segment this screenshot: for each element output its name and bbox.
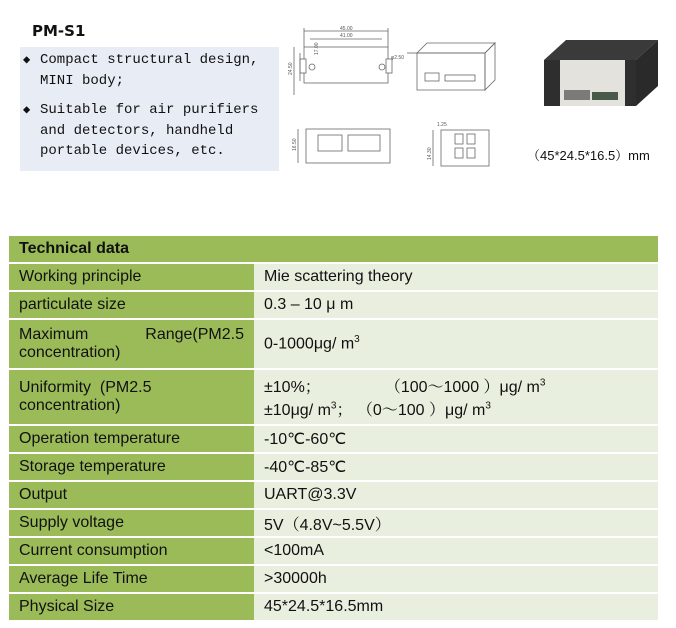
row-key: Storage temperature <box>9 454 254 480</box>
feature-line: portable devices, etc. <box>40 143 225 159</box>
row-key: Average Life Time <box>9 566 254 592</box>
feature-line: MINI body; <box>40 72 125 89</box>
row-key-part: concentration) <box>19 397 121 414</box>
dimension-label: 41.00 <box>340 33 353 39</box>
table-row <box>9 370 658 424</box>
diamond-bullet-icon: ◆ <box>23 103 31 117</box>
row-key-part: Maximum <box>19 326 89 343</box>
feature-line: Compact structural design, <box>40 52 259 68</box>
sensor-photo <box>530 30 665 120</box>
table-header-value <box>254 236 658 262</box>
superscript: 3 <box>485 400 491 412</box>
table-row <box>9 292 658 318</box>
row-value: UART@3.3V <box>254 482 658 508</box>
row-value <box>254 370 658 424</box>
row-value-text: （100～1000 ）μg/ m <box>384 379 540 396</box>
size-note: （45*24.5*16.5）mm <box>527 148 650 163</box>
row-key: Supply voltage <box>9 510 254 536</box>
row-value: 45*24.5*16.5mm <box>254 594 658 620</box>
row-value: 0.3 – 10 μ m <box>254 292 658 318</box>
row-key <box>9 370 254 424</box>
row-key-part: Uniformity <box>19 379 92 396</box>
dimension-label: φ2.50 <box>391 55 404 61</box>
row-value: Mie scattering theory <box>254 264 658 290</box>
row-value: -10℃-60℃ <box>254 426 658 452</box>
superscript: 3 <box>354 334 360 346</box>
dimension-label: 14.30 <box>427 147 433 160</box>
feature-line: Suitable for air purifiers <box>40 102 259 118</box>
row-key: Operation temperature <box>9 426 254 452</box>
row-value <box>254 320 658 368</box>
table-header-key: Technical data <box>9 236 254 262</box>
dimension-label: 16.50 <box>292 138 298 151</box>
dimension-label: 45.00 <box>340 26 353 32</box>
row-value-text: 0-1000μg/ m <box>264 335 355 353</box>
row-value-text: ±10μg/ m <box>264 402 331 419</box>
table-row <box>9 320 658 368</box>
row-value: >30000h <box>254 566 658 592</box>
diamond-bullet-icon: ◆ <box>23 53 31 67</box>
table-row <box>9 454 658 480</box>
superscript: 3 <box>330 400 337 412</box>
feature-box <box>20 47 279 171</box>
side-view-drawing <box>292 125 397 170</box>
end-view-drawing <box>425 120 500 175</box>
table-header-row <box>9 236 658 262</box>
row-value: 5V（4.8V~5.5V） <box>254 510 658 536</box>
feature-line: and detectors, handheld <box>40 122 234 139</box>
table-row <box>9 482 658 508</box>
row-key: Current consumption <box>9 538 254 564</box>
row-key: Physical Size <box>9 594 254 620</box>
dimension-label: 24.50 <box>288 62 294 75</box>
technical-data-table <box>9 234 658 622</box>
row-key <box>9 320 254 368</box>
row-key-part: (PM2.5 <box>99 379 152 396</box>
isometric-drawing <box>391 35 505 105</box>
row-key-part: concentration) <box>19 344 121 361</box>
row-value-text: ±10%； <box>264 379 321 396</box>
row-key: Working principle <box>9 264 254 290</box>
table-row <box>9 264 658 290</box>
table-row <box>9 566 658 592</box>
top-view-drawing <box>290 25 400 105</box>
table-row <box>9 594 658 620</box>
dimension-label: 1.25 <box>437 122 447 128</box>
row-key: Output <box>9 482 254 508</box>
table-row <box>9 538 658 564</box>
superscript: 3 <box>539 377 546 389</box>
row-key-part: Range(PM2.5 <box>145 326 244 343</box>
product-title: PM-S1 <box>32 22 86 40</box>
table-row <box>9 426 658 452</box>
row-value-text: ； （0～100 ）μg/ m <box>336 402 486 419</box>
row-value: -40℃-85℃ <box>254 454 658 480</box>
row-value: <100mA <box>254 538 658 564</box>
dimension-label: 17.00 <box>314 42 320 55</box>
table-row <box>9 510 658 536</box>
row-key: particulate size <box>9 292 254 318</box>
